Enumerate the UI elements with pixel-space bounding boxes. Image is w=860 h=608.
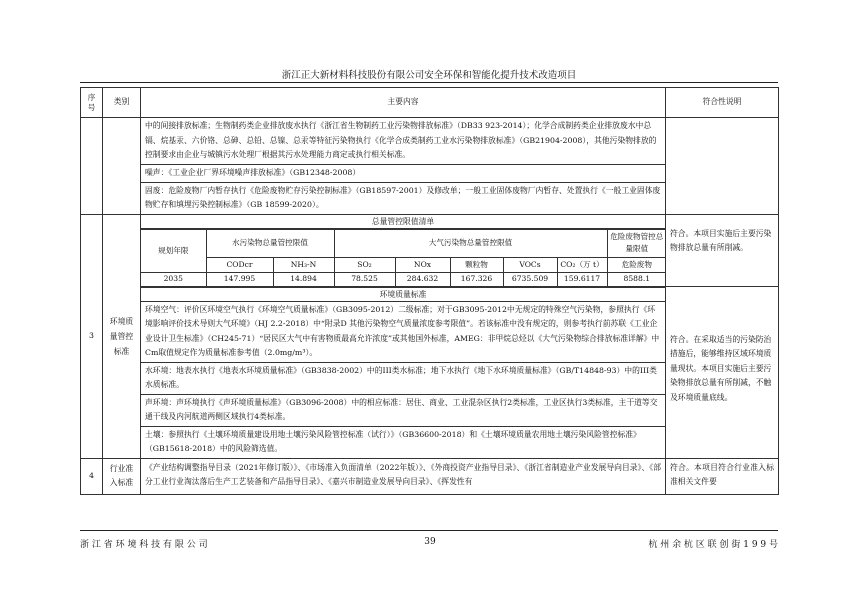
total-value: 8588.1 [607, 272, 666, 286]
header-category: 类别 [103, 88, 141, 118]
compliance-quality-text: 符合。在采取适当的污染防治措施后，能够维持区域环境质量现状。本项目实施后主要污染物排放总量有所削减，不触及环境质量底线。 [670, 334, 772, 402]
row-category: 环境质量管控标准 [103, 214, 141, 458]
soil-standard-text: 土壤：参照执行《土壤环境质量建设用地土壤污染风险管控标准（试行）》（GB36600-2018）和《土壤环境质量农用地土壤污染风险管控标准》（GB15618-2018）中的风险筛选值。 [141, 426, 665, 458]
quality-standard-title: 环境质量标准 [141, 287, 665, 301]
total-value: 78.525 [334, 272, 395, 286]
header-content: 主要内容 [141, 88, 666, 118]
header-compliance: 符合性说明 [666, 88, 779, 118]
sub-header: 颗粒物 [450, 257, 503, 272]
total-control-table [141, 229, 666, 287]
total-value: 284.632 [395, 272, 450, 286]
solid-waste-standard-text: 固废：危险废物厂内暂存执行《危险废物贮存污染控制标准》（GB18597-2001）及修改单；一般工业固体废物厂内暂存、处置执行《一般工业固体废物贮存和填埋污染控制标准》（GB 18599-2020）。 [141, 182, 665, 214]
total-value: 159.6117 [557, 272, 607, 286]
plan-year-label: 规划年限 [141, 229, 206, 272]
industry-standard-text: 《产业结构调整指导目录（2021年修订版）》、《市场准入负面清单（2022年版）》、《外商投资产业指导目录》、《浙江省制造业产业发展导向目录》、《部分工业行业淘汰落后生产工艺装备和产品指导目录》、《嘉兴市制造业发展导向目录》、《挥发性有 [141, 458, 666, 494]
acoustic-standard-text: 声环境：声环境执行《声环境质量标准》（GB3096-2008）中的相应标准：居住、商业、工业混杂区执行2类标准，工业区执行3类标准，主干道等交通干线及内河航道两侧区域执行4类标准。 [141, 394, 665, 426]
total-value: 14.894 [273, 272, 334, 286]
air-total-label: 大气污染物总量管控限值 [334, 229, 607, 257]
page-number: 39 [424, 537, 436, 547]
water-total-label: 水污染物总量管控限值 [206, 229, 334, 257]
sub-header: CO₂（万 t） [557, 257, 607, 272]
footer-address: 杭 州 余 杭 区 联 创 街 1 9 9 号 [648, 540, 778, 550]
compliance-total-text: 符合。本项目实施后主要污染物排放总量有所削减。 [666, 215, 778, 287]
footer-rule [80, 530, 778, 531]
header-rule [80, 82, 778, 83]
sub-header: 危险废物 [607, 257, 666, 272]
total-value: 6735.509 [503, 272, 557, 286]
table-row [81, 118, 779, 215]
total-value: 147.995 [206, 272, 273, 286]
sub-header: SO₂ [334, 257, 395, 272]
air-quality-standard-text: 环境空气：评价区环境空气执行《环境空气质量标准》（GB3095-2012）二级标准；对于GB3095-2012中无规定的特殊空气污染物，参照执行《环境影响评价技术导则大气环境》（HJ 2.2-2018）中“附录D 其他污染物空气质量浓度参考限值”。若该标准中没有规定的，则参考执行前苏联《工业企业设计卫生标准》（CH245-71）“居民区大气中有害物质最高允许浓度”或其他国外标准，AMEG：非甲烷总烃以《大气污染物综合排放标准详解》中Cm取值规定作为质量标准参考值（2.0mg/m³）。 [141, 301, 665, 362]
haz-waste-total-label: 危险废物管控总量限值 [607, 229, 666, 257]
row-category: 行业准入标准 [103, 458, 141, 494]
water-quality-standard-text: 水环境：地表水执行《地表水环境质量标准》（GB3838-2002）中的III类水标准；地下水执行《地下水环境质量标准》（GB/T14848-93）中的III类水质标准。 [141, 362, 665, 394]
table-row [81, 214, 779, 458]
wastewater-standard-text: 中的间接排放标准；生物制药类企业排放废水执行《浙江省生物制药工业污染物排放标准》（DB33 923-2014）；化学合成制药类企业排放废水中总镉、烷基汞、六价铬、总砷、总铅、总镍、总汞等特征污染物执行《化学合成类制药工业水污染物排放标准》（GB21904-2008），其他污染物排放的控制要求由企业与城镇污水处理厂根据其污水处理能力商定或执行相关标准。 [145, 121, 657, 159]
sub-header: NH₃-N [273, 257, 334, 272]
sub-header: CODcr [206, 257, 273, 272]
page-header-title: 浙江正大新材料科技股份有限公司安全环保和智能化提升技术改造项目 [281, 70, 577, 81]
header-num: 序号 [81, 88, 103, 118]
standards-table [80, 87, 779, 495]
table-row [81, 458, 779, 494]
sub-header: VOCs [503, 257, 557, 272]
total-control-title: 总量管控限值清单 [141, 215, 665, 229]
compliance-industry-text: 符合。本项目符合行业准入标准相关文件要 [666, 458, 779, 494]
noise-emission-standard-text: 噪声：《工业企业厂界环境噪声排放标准》（GB12348-2008） [141, 164, 665, 182]
sub-header: NOx [395, 257, 450, 272]
row-number: 3 [81, 214, 103, 458]
row-number: 4 [81, 458, 103, 494]
footer-company: 浙 江 省 环 境 科 技 有 限 公 司 [80, 540, 208, 550]
plan-year-value: 2035 [141, 272, 206, 286]
total-value: 167.326 [450, 272, 503, 286]
